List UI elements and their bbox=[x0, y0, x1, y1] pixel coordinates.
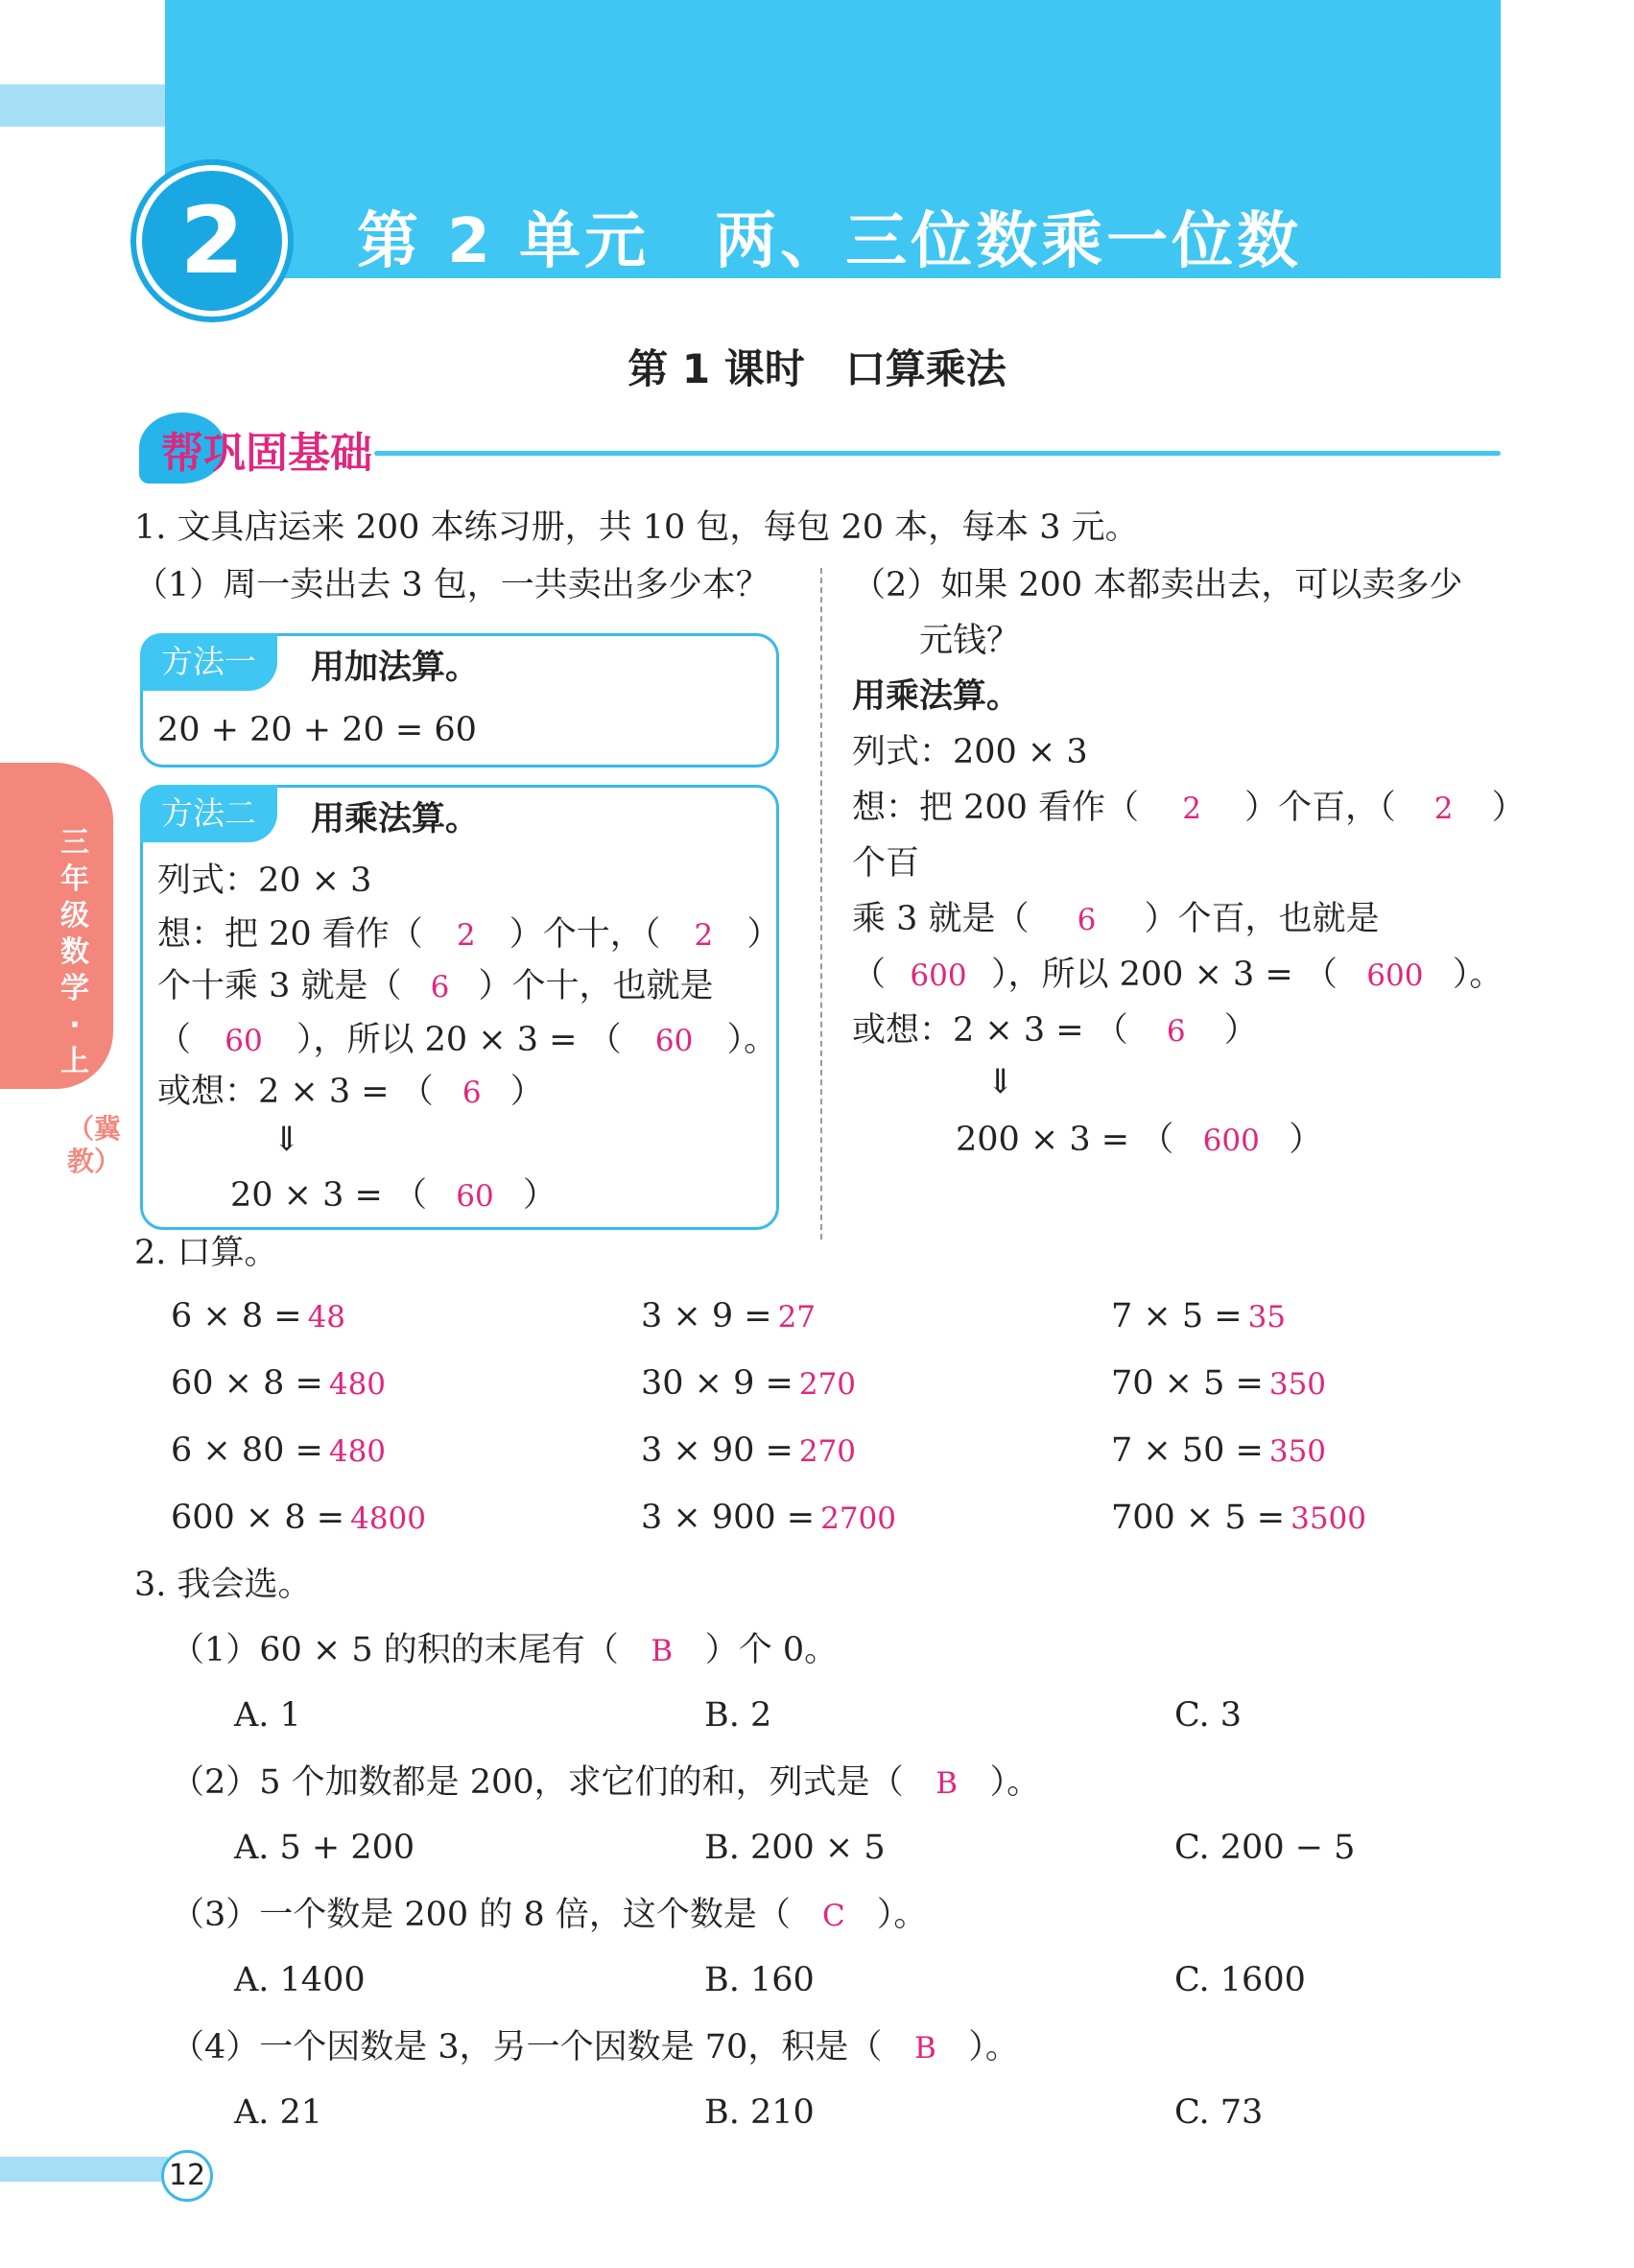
calc-expression: 6 × 80 = bbox=[171, 1431, 323, 1470]
oral-calc-item bbox=[171, 1499, 426, 1538]
q1-part2-question-l1: （2）如果 200 本都卖出去，可以卖多少 bbox=[852, 566, 1463, 604]
calc-expression: 30 × 9 = bbox=[641, 1364, 793, 1403]
method2-line4: （ 60 ），所以 20 × 3 = （ 60 ）。 bbox=[157, 1021, 778, 1059]
q1-part1-question: （1）周一卖出去 3 包，一共卖出多少本？ bbox=[134, 566, 770, 604]
page-strip bbox=[0, 2157, 168, 2182]
question-text-end: ）个 0。 bbox=[704, 1631, 839, 1669]
calc-answer: 35 bbox=[1247, 1300, 1287, 1335]
question-text: （3）一个数是 200 的 8 倍，这个数是（ bbox=[171, 1896, 791, 1934]
part2-line1: 列式：200 × 3 bbox=[852, 733, 1088, 771]
choice-option: C. 200 − 5 bbox=[1174, 1829, 1356, 1867]
method2-line2: 想：把 20 看作（ 2 ）个十，（ 2 ） bbox=[157, 915, 781, 954]
choice-answer: B bbox=[935, 1766, 958, 1801]
calc-answer: 480 bbox=[328, 1434, 387, 1469]
oral-calc-item bbox=[1111, 1297, 1286, 1336]
oral-calc-item bbox=[641, 1364, 856, 1404]
calc-answer: 480 bbox=[328, 1367, 387, 1402]
calc-expression: 3 × 900 = bbox=[641, 1499, 816, 1537]
oral-calc-item bbox=[171, 1364, 386, 1404]
section-divider bbox=[374, 451, 1501, 456]
method2-box bbox=[140, 785, 779, 1230]
method2-arrow: ⇓ bbox=[272, 1121, 301, 1159]
choice-answer: C bbox=[821, 1899, 845, 1933]
calc-expression: 600 × 8 = bbox=[171, 1499, 345, 1537]
choice-option: C. 1600 bbox=[1174, 1961, 1306, 1999]
q3-title: 3. 我会选。 bbox=[134, 1566, 312, 1604]
unit-number: 2 bbox=[179, 187, 245, 295]
part2-line3: 个百 bbox=[852, 844, 920, 883]
oral-calc-item bbox=[641, 1499, 896, 1538]
question-text: （1）60 × 5 的积的末尾有（ bbox=[171, 1631, 619, 1669]
choice-option: A. 21 bbox=[234, 2093, 323, 2132]
part2-line4: 乘 3 就是（ 6 ）个百，也就是 bbox=[852, 900, 1380, 938]
calc-answer: 270 bbox=[798, 1434, 857, 1469]
choice-question bbox=[171, 1763, 1040, 1803]
calc-expression: 3 × 90 = bbox=[641, 1431, 793, 1470]
calc-answer: 48 bbox=[307, 1300, 346, 1335]
calc-expression: 6 × 8 = bbox=[171, 1297, 302, 1335]
choice-question bbox=[171, 1631, 838, 1670]
choice-answer: B bbox=[651, 1634, 674, 1668]
method2-line6: 20 × 3 = （ 60 ） bbox=[230, 1176, 557, 1215]
calc-expression: 60 × 8 = bbox=[171, 1364, 323, 1403]
choice-answer: B bbox=[913, 2031, 936, 2066]
section-title: 帮巩固基础 bbox=[161, 429, 372, 478]
calc-answer: 27 bbox=[777, 1300, 817, 1335]
part2-line2: 想：把 200 看作（ 2 ）个百，（ 2 ） bbox=[852, 789, 1526, 827]
choice-option: B. 200 × 5 bbox=[704, 1829, 886, 1867]
question-text: （2）5 个加数都是 200，求它们的和，列式是（ bbox=[171, 1763, 904, 1802]
choice-option: B. 160 bbox=[704, 1961, 815, 1999]
part2-line6: 或想：2 × 3 = （ 6 ） bbox=[852, 1011, 1258, 1050]
method2-line3: 个十乘 3 就是（ 6 ）个十，也就是 bbox=[157, 967, 714, 1005]
method2-line1: 列式：20 × 3 bbox=[157, 862, 372, 900]
unit-title: 第 2 单元 两、三位数乘一位数 bbox=[357, 206, 1303, 277]
calc-expression: 7 × 5 = bbox=[1111, 1297, 1243, 1335]
choice-option: A. 5 + 200 bbox=[234, 1829, 415, 1867]
question-text: （4）一个因数是 3，另一个因数是 70，积是（ bbox=[171, 2028, 883, 2067]
question-text-end: ）。 bbox=[876, 1896, 928, 1934]
choice-option: A. 1 bbox=[234, 1696, 301, 1735]
calc-expression: 3 × 9 = bbox=[641, 1297, 772, 1335]
calc-answer: 270 bbox=[798, 1367, 857, 1402]
calc-answer: 350 bbox=[1268, 1434, 1327, 1469]
calc-answer: 3500 bbox=[1291, 1501, 1367, 1536]
q2-title: 2. 口算。 bbox=[134, 1234, 278, 1272]
method1-title: 用加法算。 bbox=[311, 649, 480, 687]
column-divider bbox=[820, 568, 822, 1240]
method2-line5: 或想：2 × 3 = （ 6 ） bbox=[157, 1073, 544, 1111]
choice-option: C. 73 bbox=[1174, 2093, 1264, 2132]
choice-question bbox=[171, 1896, 927, 1935]
choice-option: B. 210 bbox=[704, 2093, 815, 2132]
choice-option: B. 2 bbox=[704, 1696, 772, 1735]
side-tab-text: 三年级数学·上 bbox=[60, 826, 89, 1078]
calc-expression: 700 × 5 = bbox=[1111, 1499, 1286, 1537]
q1-part2-question-l2: 元钱？ bbox=[919, 622, 1021, 660]
choice-option: A. 1400 bbox=[234, 1961, 366, 1999]
page-number: 12 bbox=[161, 2150, 213, 2202]
lesson-title: 第 1 课时 口算乘法 bbox=[628, 345, 1006, 392]
part2-line7: 200 × 3 = （ 600 ） bbox=[956, 1121, 1323, 1159]
q1-part2-title: 用乘法算。 bbox=[852, 677, 1021, 716]
method2-tag: 方法二 bbox=[140, 785, 277, 842]
oral-calc-item bbox=[1111, 1499, 1366, 1538]
choice-option: C. 3 bbox=[1174, 1696, 1243, 1735]
side-tab-sub: （冀教） bbox=[67, 1113, 122, 1177]
q1-stem: 1. 文具店运来 200 本练习册，共 10 包，每包 20 本，每本 3 元。 bbox=[134, 508, 1139, 547]
calc-expression: 70 × 5 = bbox=[1111, 1364, 1264, 1403]
part2-line5: （ 600 ），所以 200 × 3 = （ 600 ）。 bbox=[852, 956, 1504, 994]
calc-answer: 2700 bbox=[820, 1501, 897, 1536]
question-text-end: ）。 bbox=[989, 1763, 1041, 1802]
calc-answer: 4800 bbox=[350, 1501, 427, 1536]
method2-title: 用乘法算。 bbox=[311, 800, 480, 839]
oral-calc-item bbox=[171, 1431, 386, 1471]
choice-question bbox=[171, 2028, 1019, 2067]
question-text-end: ）。 bbox=[968, 2028, 1019, 2067]
oral-calc-item bbox=[1111, 1431, 1326, 1471]
calc-answer: 350 bbox=[1268, 1367, 1327, 1402]
calc-expression: 7 × 50 = bbox=[1111, 1431, 1264, 1470]
part2-arrow: ⇓ bbox=[986, 1063, 1015, 1101]
method1-expr: 20 + 20 + 20 = 60 bbox=[157, 711, 477, 749]
method1-tag: 方法一 bbox=[140, 633, 277, 691]
oral-calc-item bbox=[171, 1297, 345, 1336]
oral-calc-item bbox=[1111, 1364, 1326, 1404]
oral-calc-item bbox=[641, 1431, 856, 1471]
method1-box bbox=[140, 633, 779, 768]
oral-calc-item bbox=[641, 1297, 816, 1336]
